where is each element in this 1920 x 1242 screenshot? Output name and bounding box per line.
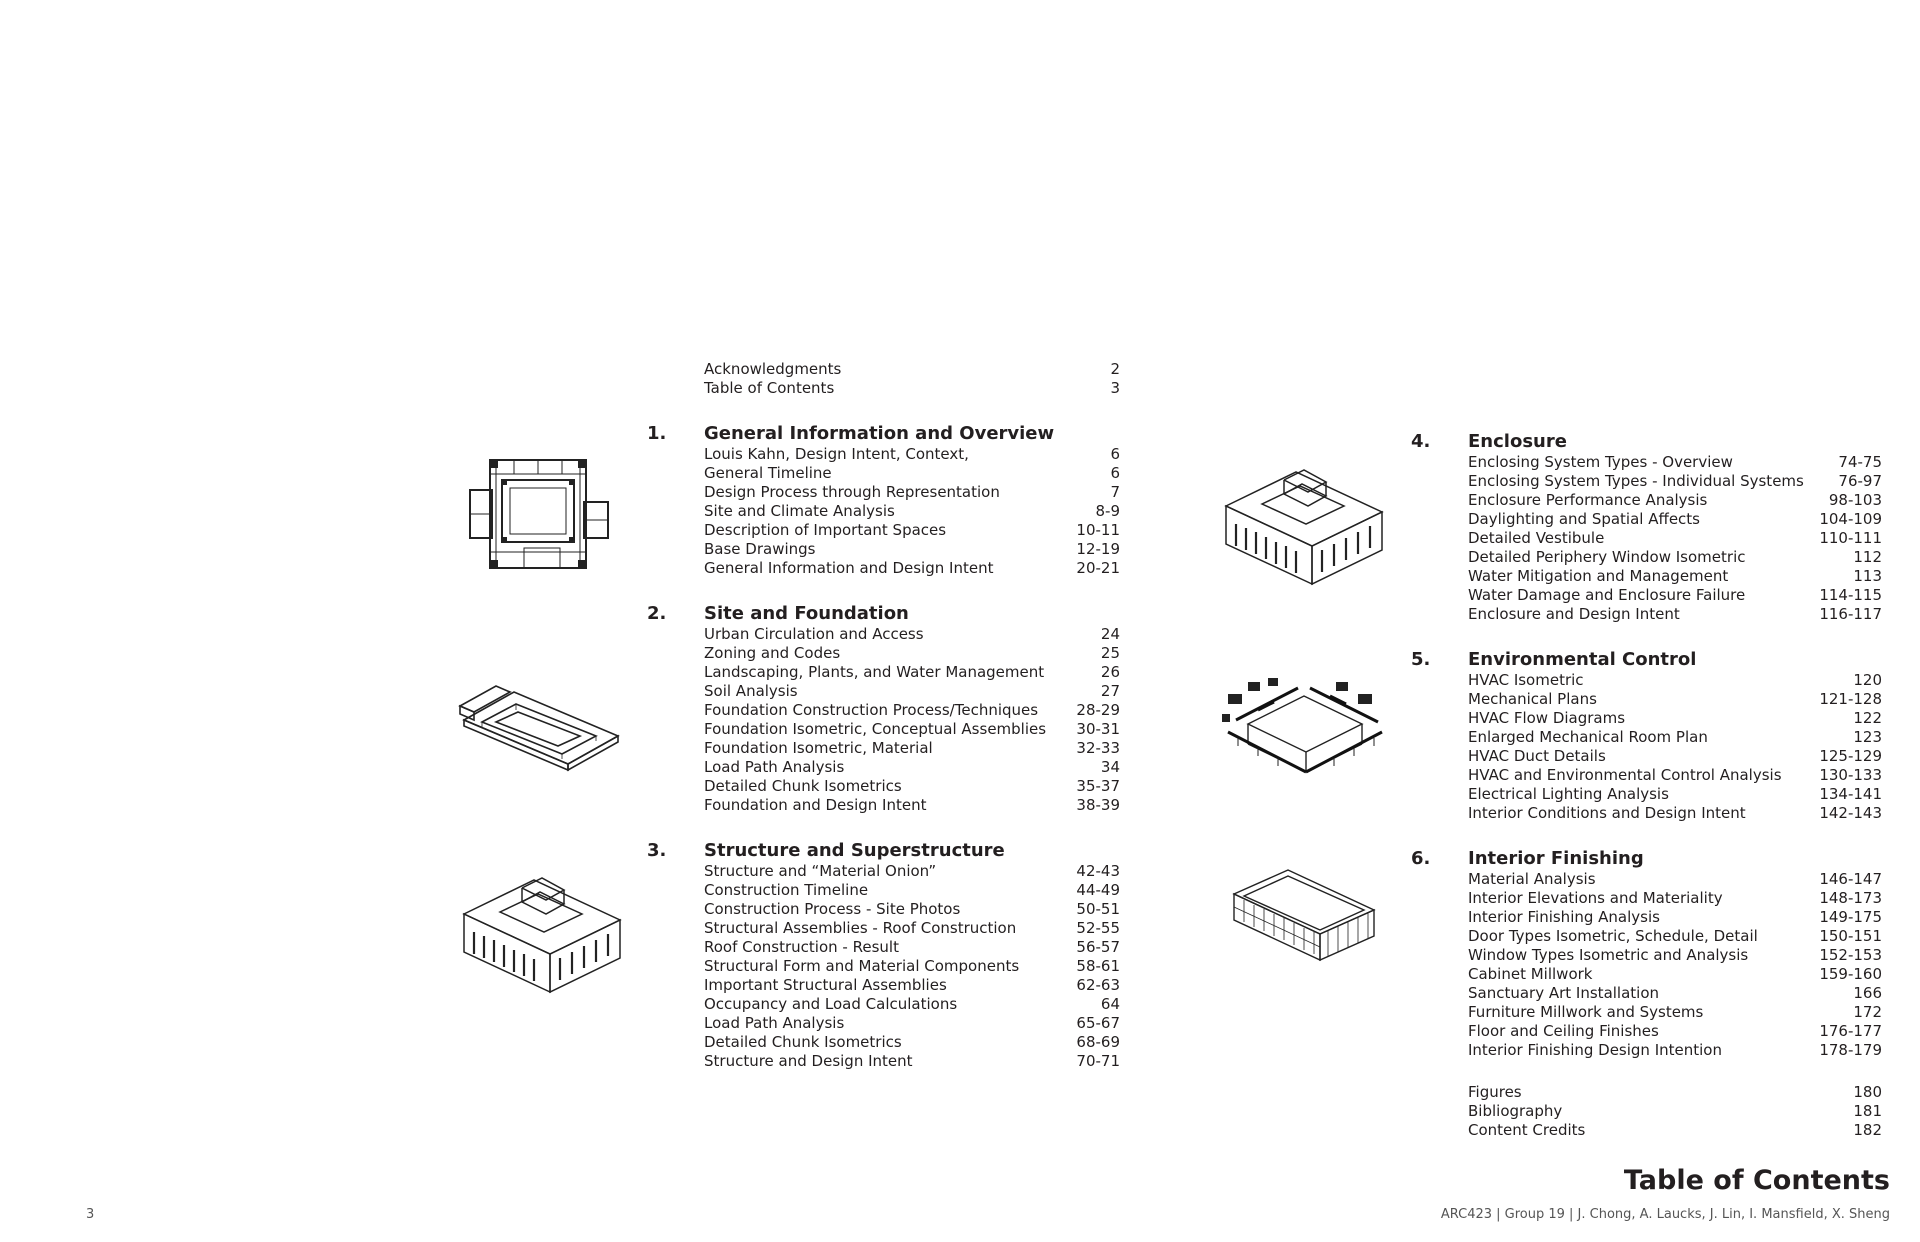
floor-plan-thumbnail: [466, 456, 614, 574]
toc-entry-label: Detailed Chunk Isometrics: [704, 777, 902, 795]
toc-entry-pages: 32-33: [1076, 739, 1120, 757]
toc-entry-pages: 26: [1100, 663, 1120, 681]
toc-entry-label: Floor and Ceiling Finishes: [1468, 1022, 1659, 1040]
toc-entry-pages: 74-75: [1838, 453, 1882, 471]
toc-entry-pages: 24: [1100, 625, 1120, 643]
section-title: Structure and Superstructure: [704, 840, 1005, 861]
toc-entry-label: General Timeline: [704, 464, 832, 482]
toc-entry-label: Material Analysis: [1468, 870, 1596, 888]
toc-entry-pages: 35-37: [1076, 777, 1120, 795]
toc-entry-pages: 2: [1110, 360, 1120, 378]
toc-entry[interactable]: [1468, 472, 1882, 491]
toc-entry-label: HVAC and Environmental Control Analysis: [1468, 766, 1782, 784]
toc-entry-pages: 120: [1853, 671, 1882, 689]
toc-entry-label: Enclosure and Design Intent: [1468, 605, 1680, 623]
toc-entry-label: Foundation Isometric, Conceptual Assemblies: [704, 720, 1047, 738]
toc-entry-pages: 65-67: [1076, 1014, 1120, 1032]
toc-entry-pages: 58-61: [1076, 957, 1120, 975]
toc-entry-pages: 27: [1100, 682, 1120, 700]
toc-entry-label: Soil Analysis: [704, 682, 798, 700]
toc-entry-pages: 52-55: [1076, 919, 1120, 937]
toc-entry[interactable]: [704, 995, 1120, 1014]
toc-entry-pages: 146-147: [1819, 870, 1882, 888]
toc-entry-pages: 181: [1853, 1102, 1882, 1120]
toc-entry[interactable]: [704, 1014, 1120, 1033]
toc-entry[interactable]: [1468, 785, 1882, 804]
toc-entry[interactable]: [704, 1052, 1120, 1071]
toc-entry-label: Construction Process - Site Photos: [704, 900, 961, 918]
toc-entry-pages: 116-117: [1819, 605, 1882, 623]
toc-entry[interactable]: [704, 919, 1120, 938]
toc-entry-label: Table of Contents: [704, 379, 835, 397]
toc-entry-label: Furniture Millwork and Systems: [1468, 1003, 1704, 1021]
toc-entry-pages: 70-71: [1076, 1052, 1120, 1070]
toc-entry-label: Important Structural Assemblies: [704, 976, 947, 994]
toc-entry-label: Structure and “Material Onion”: [704, 862, 937, 880]
toc-entry-label: Foundation Isometric, Material: [704, 739, 933, 757]
toc-entry-pages: 178-179: [1819, 1041, 1882, 1059]
toc-entry-pages: 98-103: [1828, 491, 1882, 509]
section-number: 6.: [1411, 848, 1431, 869]
toc-entry[interactable]: [704, 502, 1120, 521]
toc-entry-label: General Information and Design Intent: [704, 559, 994, 577]
toc-entry[interactable]: [1468, 671, 1882, 690]
section-number: 3.: [647, 840, 667, 861]
toc-entry-label: Landscaping, Plants, and Water Management: [704, 663, 1045, 681]
toc-entry[interactable]: [1468, 605, 1882, 624]
toc-entry[interactable]: [704, 464, 1120, 483]
section-title: Enclosure: [1468, 431, 1567, 452]
toc-entry[interactable]: [704, 862, 1120, 881]
section-number: 4.: [1411, 431, 1431, 452]
toc-entry[interactable]: [704, 720, 1120, 739]
toc-entry[interactable]: [704, 360, 1120, 379]
toc-entry-pages: 28-29: [1076, 701, 1120, 719]
toc-entry-pages: 42-43: [1076, 862, 1120, 880]
toc-entry-label: Water Mitigation and Management: [1468, 567, 1729, 585]
toc-entry[interactable]: [704, 644, 1120, 663]
toc-entry[interactable]: [1468, 690, 1882, 709]
section-number: 2.: [647, 603, 667, 624]
structure-isometric-thumbnail: [460, 874, 624, 998]
toc-entry-pages: 114-115: [1819, 586, 1882, 604]
toc-entry[interactable]: [1468, 927, 1882, 946]
toc-entry[interactable]: [704, 682, 1120, 701]
toc-entry-pages: 20-21: [1076, 559, 1120, 577]
toc-entry[interactable]: [1468, 548, 1882, 567]
section-number: 5.: [1411, 649, 1431, 670]
toc-entry[interactable]: [704, 957, 1120, 976]
section-heading[interactable]: [1411, 648, 1882, 671]
toc-entry[interactable]: [704, 900, 1120, 919]
toc-entry[interactable]: [1468, 1022, 1882, 1041]
toc-entry[interactable]: [704, 445, 1120, 464]
section-title: Environmental Control: [1468, 649, 1697, 670]
toc-entry-label: Structure and Design Intent: [704, 1052, 913, 1070]
toc-entry-pages: 8-9: [1095, 502, 1120, 520]
toc-entry-pages: 64: [1100, 995, 1120, 1013]
section-heading[interactable]: [1411, 847, 1882, 870]
toc-entry[interactable]: [1468, 709, 1882, 728]
toc-entry-label: Occupancy and Load Calculations: [704, 995, 958, 1013]
toc-entry-pages: 125-129: [1819, 747, 1882, 765]
toc-entry-pages: 113: [1853, 567, 1882, 585]
toc-entry-pages: 30-31: [1076, 720, 1120, 738]
toc-entry-label: Base Drawings: [704, 540, 816, 558]
toc-entry-label: Interior Conditions and Design Intent: [1468, 804, 1746, 822]
section-title: Interior Finishing: [1468, 848, 1644, 869]
toc-left-column: [647, 360, 1120, 1071]
toc-entry-pages: 3: [1110, 379, 1120, 397]
toc-entry[interactable]: [704, 1033, 1120, 1052]
toc-entry-label: Enclosure Performance Analysis: [1468, 491, 1708, 509]
page-number: 3: [86, 1207, 95, 1222]
toc-entry-label: Urban Circulation and Access: [704, 625, 924, 643]
toc-entry-label: Enlarged Mechanical Room Plan: [1468, 728, 1708, 746]
toc-entry-pages: 123: [1853, 728, 1882, 746]
toc-entry[interactable]: [1468, 1041, 1882, 1060]
toc-entry-label: Door Types Isometric, Schedule, Detail: [1468, 927, 1758, 945]
foundation-isometric-thumbnail: [456, 678, 622, 778]
toc-entry-label: Construction Timeline: [704, 881, 869, 899]
toc-entry-label: Foundation Construction Process/Techniques: [704, 701, 1039, 719]
toc-entry[interactable]: [704, 483, 1120, 502]
toc-entry-label: Content Credits: [1468, 1121, 1586, 1139]
toc-entry-label: Sanctuary Art Installation: [1468, 984, 1660, 1002]
toc-entry[interactable]: [1468, 984, 1882, 1003]
toc-entry[interactable]: [1468, 804, 1882, 823]
toc-entry-pages: 122: [1853, 709, 1882, 727]
toc-entry-label: Interior Finishing Analysis: [1468, 908, 1660, 926]
enclosure-isometric-thumbnail: [1222, 466, 1386, 590]
toc-entry[interactable]: [1468, 747, 1882, 766]
toc-entry-label: Roof Construction - Result: [704, 938, 899, 956]
toc-entry-label: HVAC Duct Details: [1468, 747, 1606, 765]
toc-entry-pages: 148-173: [1819, 889, 1882, 907]
toc-entry-label: Mechanical Plans: [1468, 690, 1597, 708]
toc-entry-label: Detailed Periphery Window Isometric: [1468, 548, 1746, 566]
toc-entry-label: Electrical Lighting Analysis: [1468, 785, 1669, 803]
toc-entry-pages: 172: [1853, 1003, 1882, 1021]
toc-entry-label: Structural Form and Material Components: [704, 957, 1020, 975]
section-heading[interactable]: [1411, 430, 1882, 453]
toc-entry-pages: 110-111: [1819, 529, 1882, 547]
toc-entry[interactable]: [1468, 965, 1882, 984]
toc-entry[interactable]: [704, 739, 1120, 758]
toc-entry-pages: 180: [1853, 1083, 1882, 1101]
toc-entry-label: Detailed Chunk Isometrics: [704, 1033, 902, 1051]
toc-entry-pages: 130-133: [1819, 766, 1882, 784]
page-title: Table of Contents: [1623, 1165, 1890, 1196]
toc-entry-pages: 149-175: [1819, 908, 1882, 926]
toc-entry-pages: 56-57: [1076, 938, 1120, 956]
toc-entry[interactable]: [1468, 1102, 1882, 1121]
toc-entry-label: Site and Climate Analysis: [704, 502, 895, 520]
toc-entry[interactable]: [1468, 510, 1882, 529]
toc-entry-pages: 166: [1853, 984, 1882, 1002]
toc-entry-pages: 44-49: [1076, 881, 1120, 899]
toc-entry-label: Design Process through Representation: [704, 483, 1000, 501]
toc-entry[interactable]: [704, 625, 1120, 644]
toc-entry-label: Louis Kahn, Design Intent, Context,: [704, 445, 969, 463]
toc-entry[interactable]: [704, 701, 1120, 720]
toc-entry[interactable]: [1468, 889, 1882, 908]
toc-entry-pages: 112: [1853, 548, 1882, 566]
toc-entry[interactable]: [704, 796, 1120, 815]
toc-entry-pages: 62-63: [1076, 976, 1120, 994]
footer-credits: ARC423 | Group 19 | J. Chong, A. Laucks, J. Lin, I. Mansfield, X. Sheng: [1440, 1207, 1890, 1222]
toc-entry-pages: 134-141: [1819, 785, 1882, 803]
toc-entry-label: Figures: [1468, 1083, 1522, 1101]
toc-entry-pages: 152-153: [1819, 946, 1882, 964]
toc-entry-label: Structural Assemblies - Roof Construction: [704, 919, 1017, 937]
toc-entry-label: Water Damage and Enclosure Failure: [1468, 586, 1746, 604]
interior-isometric-thumbnail: [1230, 864, 1378, 968]
toc-entry[interactable]: [1468, 491, 1882, 510]
toc-entry-pages: 182: [1853, 1121, 1882, 1139]
section-heading[interactable]: [647, 602, 1120, 625]
toc-entry-pages: 7: [1110, 483, 1120, 501]
toc-entry-label: Acknowledgments: [704, 360, 842, 378]
toc-entry-label: Daylighting and Spatial Affects: [1468, 510, 1700, 528]
toc-entry[interactable]: [1468, 529, 1882, 548]
toc-entry[interactable]: [1468, 453, 1882, 472]
toc-entry-label: Enclosing System Types - Overview: [1468, 453, 1733, 471]
toc-entry[interactable]: [704, 559, 1120, 578]
toc-entry-label: Detailed Vestibule: [1468, 529, 1605, 547]
toc-entry-label: Enclosing System Types - Individual Systems: [1468, 472, 1804, 490]
toc-entry-label: Load Path Analysis: [704, 758, 845, 776]
toc-entry[interactable]: [1468, 766, 1882, 785]
toc-entry[interactable]: [1468, 870, 1882, 889]
toc-entry-pages: 150-151: [1819, 927, 1882, 945]
section-title: Site and Foundation: [704, 603, 909, 624]
toc-entry[interactable]: [704, 663, 1120, 682]
section-title: General Information and Overview: [704, 423, 1055, 444]
toc-entry-label: HVAC Flow Diagrams: [1468, 709, 1626, 727]
toc-entry[interactable]: [704, 758, 1120, 777]
toc-entry-pages: 12-19: [1076, 540, 1120, 558]
toc-entry[interactable]: [1468, 1121, 1882, 1140]
toc-entry-pages: 142-143: [1819, 804, 1882, 822]
toc-entry-pages: 159-160: [1819, 965, 1882, 983]
toc-entry[interactable]: [1468, 1003, 1882, 1022]
toc-entry[interactable]: [1468, 728, 1882, 747]
toc-entry-label: Cabinet Millwork: [1468, 965, 1593, 983]
toc-entry-pages: 34: [1100, 758, 1120, 776]
toc-entry[interactable]: [704, 540, 1120, 559]
toc-entry[interactable]: [1468, 567, 1882, 586]
section-heading[interactable]: [647, 839, 1120, 862]
toc-entry[interactable]: [704, 379, 1120, 398]
toc-entry[interactable]: [704, 881, 1120, 900]
toc-entry-pages: 68-69: [1076, 1033, 1120, 1051]
toc-entry-pages: 38-39: [1076, 796, 1120, 814]
toc-entry-label: Load Path Analysis: [704, 1014, 845, 1032]
toc-entry-label: Interior Finishing Design Intention: [1468, 1041, 1722, 1059]
toc-right-column: [1411, 430, 1882, 1140]
toc-entry[interactable]: [1468, 908, 1882, 927]
toc-entry[interactable]: [1468, 946, 1882, 965]
toc-entry-pages: 176-177: [1819, 1022, 1882, 1040]
toc-entry-pages: 76-97: [1838, 472, 1882, 490]
toc-entry-pages: 50-51: [1076, 900, 1120, 918]
toc-entry-pages: 25: [1100, 644, 1120, 662]
toc-entry-pages: 6: [1110, 464, 1120, 482]
toc-entry-pages: 104-109: [1819, 510, 1882, 528]
toc-entry-pages: 121-128: [1819, 690, 1882, 708]
toc-entry-label: Interior Elevations and Materiality: [1468, 889, 1723, 907]
toc-entry[interactable]: [704, 976, 1120, 995]
toc-entry-pages: 10-11: [1076, 521, 1120, 539]
hvac-isometric-thumbnail: [1218, 674, 1388, 790]
toc-entry[interactable]: [1468, 1083, 1882, 1102]
toc-entry-pages: 6: [1110, 445, 1120, 463]
toc-entry-label: Window Types Isometric and Analysis: [1468, 946, 1749, 964]
toc-entry[interactable]: [704, 777, 1120, 796]
toc-entry-label: Bibliography: [1468, 1102, 1563, 1120]
toc-entry[interactable]: [704, 938, 1120, 957]
section-number: 1.: [647, 423, 667, 444]
section-heading[interactable]: [647, 422, 1120, 445]
toc-entry-label: HVAC Isometric: [1468, 671, 1584, 689]
toc-entry[interactable]: [1468, 586, 1882, 605]
toc-entry-label: Description of Important Spaces: [704, 521, 947, 539]
toc-entry-label: Foundation and Design Intent: [704, 796, 927, 814]
toc-entry[interactable]: [704, 521, 1120, 540]
toc-entry-label: Zoning and Codes: [704, 644, 841, 662]
